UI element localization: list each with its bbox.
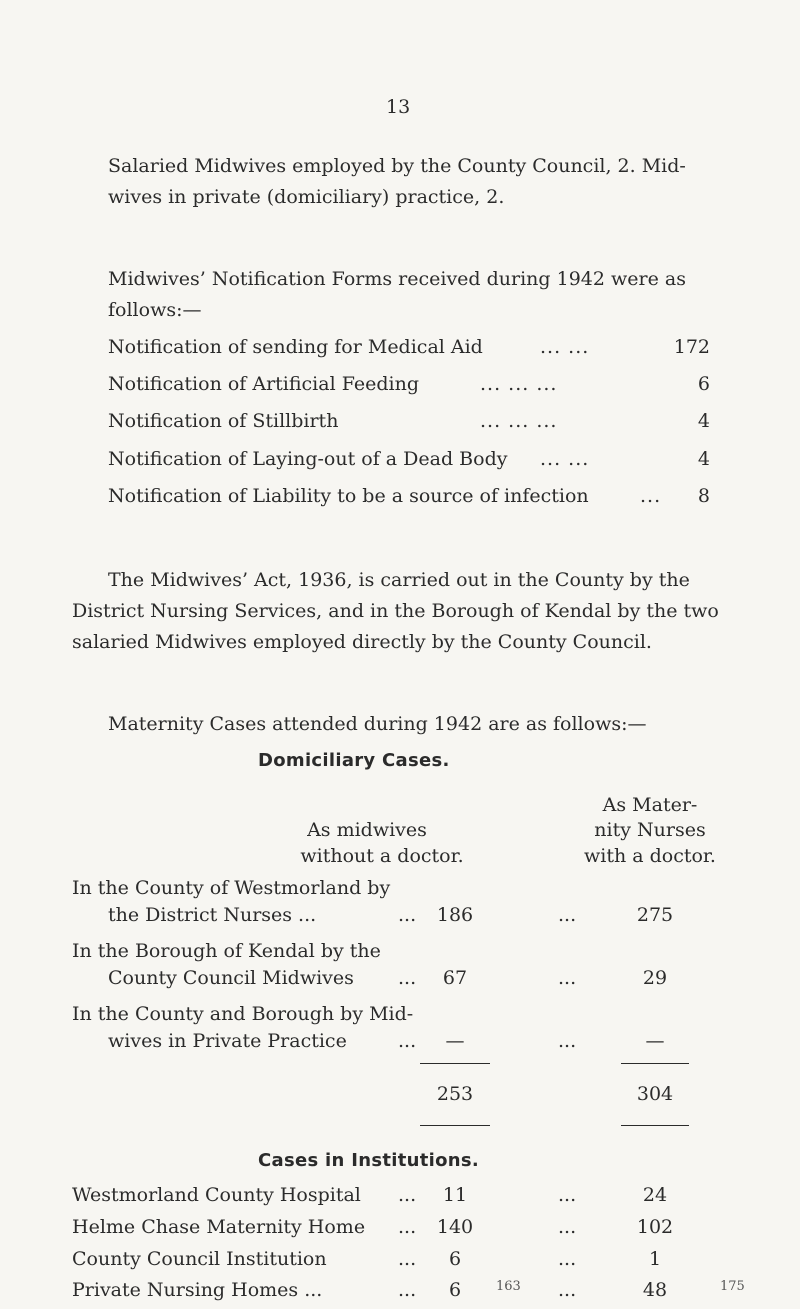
row-value-midwives: — xyxy=(445,1030,465,1052)
leader-dots: ... xyxy=(558,1216,577,1238)
leader-dots: ... xyxy=(558,1279,577,1301)
institution-total-midwives: 163 xyxy=(496,1279,521,1294)
row-value-nurses: — xyxy=(645,1030,665,1052)
institution-value-midwives: 140 xyxy=(436,1216,474,1238)
domiciliary-heading: Domiciliary Cases. xyxy=(258,750,450,771)
leader-dots: ... xyxy=(398,1184,417,1206)
total-nurses: 304 xyxy=(636,1083,674,1105)
intro-line-2: wives in private (domiciliary) practice, 2. xyxy=(108,186,505,208)
notification-value: 4 xyxy=(697,448,710,470)
total-midwives: 253 xyxy=(436,1083,474,1105)
notifications-intro-line-1: Midwives’ Notification Forms received during 1942 were as xyxy=(108,268,686,290)
leader-dots: ... xyxy=(558,1184,577,1206)
leader-dots: ... xyxy=(640,485,662,507)
institution-total-nurses: 175 xyxy=(720,1279,745,1294)
total-rule xyxy=(621,1063,689,1064)
col1-header-line-1: As midwives xyxy=(307,819,427,841)
institution-value-nurses: 48 xyxy=(642,1279,668,1301)
total-rule xyxy=(621,1125,689,1126)
institution-label: Westmorland County Hospital xyxy=(72,1184,361,1206)
row-label-line-1: In the County and Borough by Mid- xyxy=(72,1003,414,1025)
row-value-nurses: 29 xyxy=(642,967,668,989)
leader-dots: ... xyxy=(398,1279,417,1301)
notification-label: Notification of Stillbirth xyxy=(108,410,339,432)
institutions-heading: Cases in Institutions. xyxy=(258,1150,480,1171)
total-rule xyxy=(420,1125,490,1126)
row-label-line-1: In the Borough of Kendal by the xyxy=(72,940,381,962)
leader-dots: ... xyxy=(398,1248,417,1270)
col2-header-line-3: with a doctor. xyxy=(584,845,716,867)
leader-dots: ... xyxy=(398,967,417,989)
row-label-line-1: In the County of Westmorland by xyxy=(72,877,391,899)
leader-dots: ... ... xyxy=(540,448,590,470)
act-line-1: The Midwives’ Act, 1936, is carried out in the County by the xyxy=(108,569,690,591)
notifications-intro-line-2: follows:— xyxy=(108,299,202,321)
notification-value: 172 xyxy=(673,336,710,358)
leader-dots: ... xyxy=(398,904,417,926)
leader-dots: ... xyxy=(558,967,577,989)
leader-dots: ... xyxy=(558,1248,577,1270)
maternity-intro: Maternity Cases attended during 1942 are as follows:— xyxy=(108,713,647,735)
leader-dots: ... xyxy=(398,1030,417,1052)
col2-header-line-1: As Mater- xyxy=(602,794,698,816)
intro-line-1: Salaried Midwives employed by the County Council, 2. Mid- xyxy=(108,155,686,177)
row-value-nurses: 275 xyxy=(636,904,674,926)
leader-dots: ... ... ... xyxy=(480,410,558,432)
institution-value-midwives: 11 xyxy=(442,1184,468,1206)
institution-value-midwives: 6 xyxy=(448,1248,462,1270)
row-label-line-2: the District Nurses ... xyxy=(108,904,317,926)
institution-value-nurses: 1 xyxy=(648,1248,662,1270)
act-line-3: salaried Midwives employed directly by the County Council. xyxy=(72,631,652,653)
leader-dots: ... ... xyxy=(540,336,590,358)
act-line-2: District Nursing Services, and in the Borough of Kendal by the two xyxy=(72,600,719,622)
row-value-midwives: 67 xyxy=(442,967,468,989)
leader-dots: ... xyxy=(558,904,577,926)
institution-label: Private Nursing Homes ... xyxy=(72,1279,323,1301)
leader-dots: ... ... ... xyxy=(480,373,558,395)
notification-label: Notification of sending for Medical Aid xyxy=(108,336,483,358)
institution-label: County Council Institution xyxy=(72,1248,327,1270)
leader-dots: ... xyxy=(398,1216,417,1238)
total-rule xyxy=(420,1063,490,1064)
leader-dots: ... xyxy=(558,1030,577,1052)
notification-value: 4 xyxy=(697,410,710,432)
col1-header-line-2: without a doctor. xyxy=(300,845,464,867)
notification-label: Notification of Artificial Feeding xyxy=(108,373,419,395)
institution-value-midwives: 6 xyxy=(448,1279,462,1301)
notification-label: Notification of Laying-out of a Dead Body xyxy=(108,448,508,470)
row-label-line-2: County Council Midwives xyxy=(108,967,354,989)
col2-header-line-2: nity Nurses xyxy=(594,819,706,841)
notification-label: Notification of Liability to be a source of infection xyxy=(108,485,589,507)
row-label-line-2: wives in Private Practice xyxy=(108,1030,347,1052)
row-value-midwives: 186 xyxy=(436,904,474,926)
notification-value: 8 xyxy=(697,485,710,507)
notification-value: 6 xyxy=(697,373,710,395)
institution-value-nurses: 24 xyxy=(642,1184,668,1206)
page-number: 13 xyxy=(386,96,411,118)
institution-value-nurses: 102 xyxy=(636,1216,674,1238)
institution-label: Helme Chase Maternity Home xyxy=(72,1216,366,1238)
